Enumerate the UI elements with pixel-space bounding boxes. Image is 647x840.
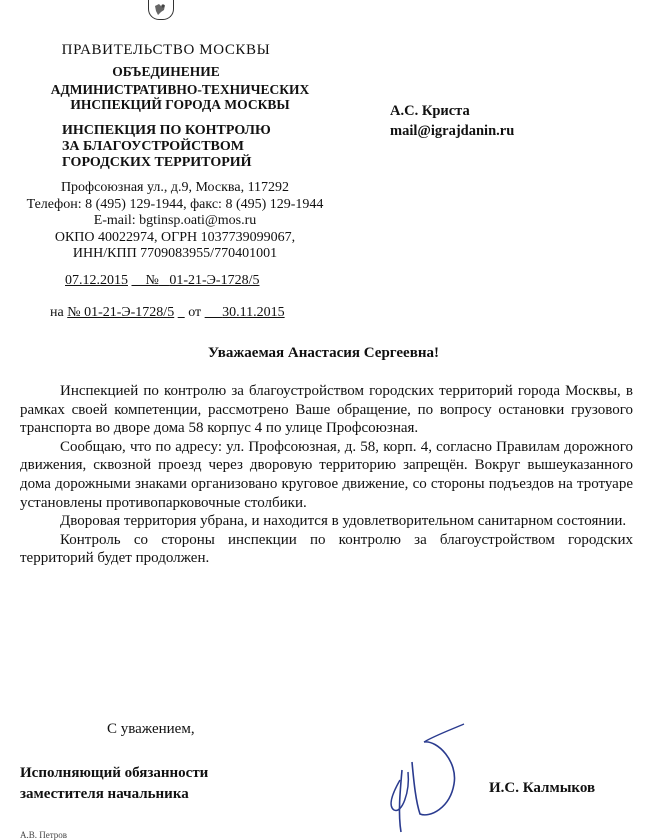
- inn-line: ИНН/КПП 7709083955/770401001: [72, 246, 278, 261]
- recipient-email: mail@igrajdanin.ru: [390, 123, 515, 139]
- executor-name: А.В. Петров: [20, 830, 68, 840]
- letter-body: [20, 382, 633, 568]
- reference-date: 30.11.2015: [222, 305, 285, 320]
- paragraph: Дворовая территория убрана, и находится в удовлетворительном санитарном состоянии.: [60, 513, 627, 530]
- letter-number: 01-21-Э-1728/5: [169, 273, 260, 288]
- inspection-name: ИНСПЕКЦИЯ ПО КОНТРОЛЮ ЗА БЛАГОУСТРОЙСТВОМ ГОРОДСКИХ ТЕРРИТОРИЙ: [62, 123, 271, 170]
- government-name: ПРАВИТЕЛЬСТВО МОСКВЫ: [61, 42, 271, 58]
- reference-number: № 01-21-Э-1728/5: [67, 305, 175, 320]
- association-name: ОБЪЕДИНЕНИЕ: [112, 64, 220, 79]
- paragraph: Инспекцией по контролю за благоустройством городских территорий города Москвы, в рамках своей компетенции, рассмотрено Ваше обращение, по вопросу остановки грузового транспорта во дворе дома 58 корпус 4 по улице Профсоюзная.: [20, 383, 633, 437]
- handwritten-signature: [380, 722, 490, 834]
- closing: С уважением,: [107, 721, 195, 737]
- paragraph: Сообщаю, что по адресу: ул. Профсоюзная, д. 58, корп. 4, согласно Правилам дорожного движения, сквозной проезд через дворовую территорию запрещён. Вокруг вышеуказанного дома дорожными знаками организовано круговое движение, со стороны подъездов на тротуаре установлены противопарковочные столбики.: [20, 438, 633, 511]
- email-line: E-mail: bgtinsp.oati@mos.ru: [93, 213, 257, 228]
- address-line: Профсоюзная ул., д.9, Москва, 117292: [60, 180, 290, 195]
- salutation: Уважаемая Анастасия Сергеевна!: [208, 345, 439, 361]
- moscow-coat-of-arms-icon: [148, 0, 174, 20]
- signer-name: И.С. Калмыков: [489, 780, 596, 796]
- contact-block: [10, 180, 340, 263]
- letter-date: 07.12.2015: [65, 273, 128, 288]
- signer-title: Исполняющий обязанности заместителя начальника: [20, 765, 209, 802]
- recipient-block: [390, 101, 514, 141]
- recipient-name: А.С. Криста: [390, 103, 470, 119]
- registration-number: 07.12.2015 № 01-21-Э-1728/5: [65, 273, 260, 288]
- okpo-line: ОКПО 40022974, ОГРН 1037739099067,: [54, 229, 296, 245]
- phone-line: Телефон: 8 (495) 129-1944, факс: 8 (495) 129-1944: [26, 196, 324, 212]
- association-full-name: АДМИНИСТРАТИВНО-ТЕХНИЧЕСКИХ ИНСПЕКЦИЙ ГОРОДА МОСКВЫ: [50, 82, 310, 112]
- reference-line: на № 01-21-Э-1728/5 от 30.11.2015: [50, 305, 285, 320]
- paragraph: Контроль со стороны инспекции по контролю за благоустройством городских территорий будет продолжен.: [20, 531, 633, 567]
